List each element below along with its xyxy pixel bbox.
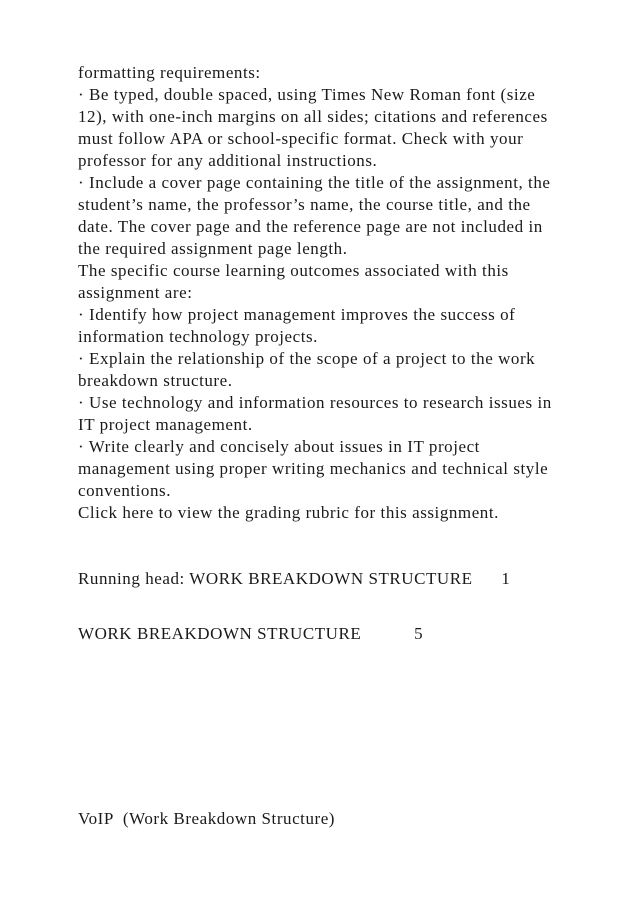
bullet-line: · Include a cover page containing the title of the assignment, the bbox=[78, 173, 551, 192]
bullet-line: · Explain the relationship of the scope of a project to the work bbox=[78, 349, 536, 368]
text-line: conventions. bbox=[78, 481, 172, 500]
text-line: professor for any additional instructions. bbox=[78, 151, 378, 170]
text-line: student’s name, the professor’s name, the course title, and the bbox=[78, 195, 531, 214]
text-line: 12), with one-inch margins on all sides; citations and references bbox=[78, 107, 548, 126]
text-line: breakdown structure. bbox=[78, 371, 233, 390]
running-head-page: WORK BREAKDOWN STRUCTURE 5 bbox=[78, 624, 424, 643]
text-line: must follow APA or school-specific format. Check with your bbox=[78, 129, 524, 148]
rubric-link-text: Click here to view the grading rubric for this assignment. bbox=[78, 503, 499, 522]
text-line: The specific course learning outcomes associated with this bbox=[78, 261, 509, 280]
text-line: assignment are: bbox=[78, 283, 193, 302]
bullet-line: · Identify how project management improves the success of bbox=[78, 305, 516, 324]
bullet-line: · Use technology and information resources to research issues in bbox=[78, 393, 552, 412]
text-line: date. The cover page and the reference page are not included in bbox=[78, 217, 543, 236]
text-line: formatting requirements: bbox=[78, 63, 261, 82]
bullet-line: · Write clearly and concisely about issues in IT project bbox=[78, 437, 480, 456]
text-line: the required assignment page length. bbox=[78, 239, 348, 258]
text-line: information technology projects. bbox=[78, 327, 318, 346]
running-head: Running head: WORK BREAKDOWN STRUCTURE 1 bbox=[78, 569, 511, 588]
text-line: IT project management. bbox=[78, 415, 253, 434]
text-line: management using proper writing mechanics and technical style bbox=[78, 459, 549, 478]
document-title: VoIP (Work Breakdown Structure) bbox=[78, 809, 336, 828]
bullet-line: · Be typed, double spaced, using Times New Roman font (size bbox=[78, 85, 536, 104]
